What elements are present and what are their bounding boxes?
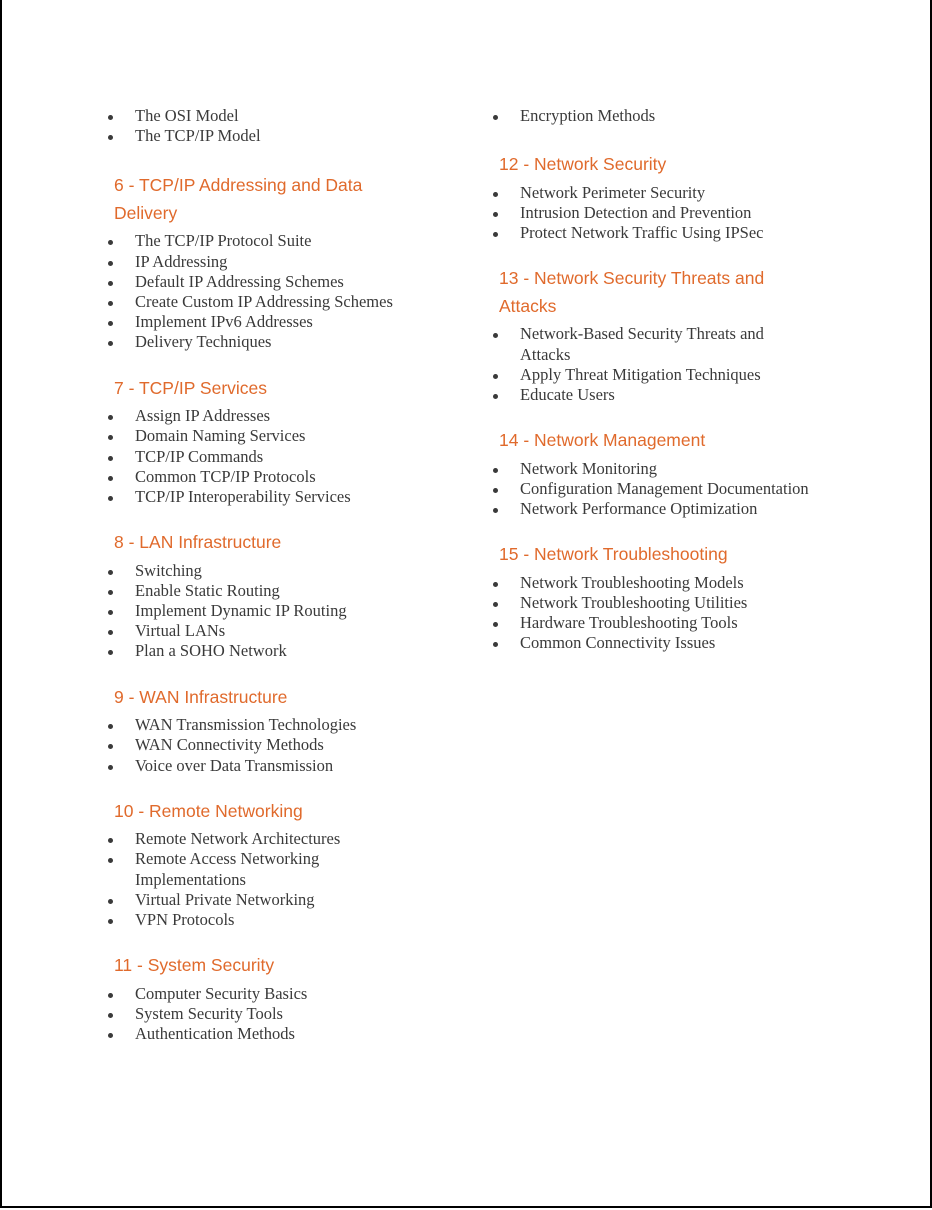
section-list bbox=[105, 231, 465, 352]
section-13 bbox=[490, 265, 910, 405]
list-item: Network Troubleshooting Models bbox=[490, 573, 910, 593]
section-8 bbox=[105, 529, 465, 662]
list-item: WAN Transmission Technologies bbox=[105, 715, 465, 735]
section-6 bbox=[105, 172, 465, 352]
list-item: Default IP Addressing Schemes bbox=[105, 272, 465, 292]
intro-list-left bbox=[105, 106, 465, 146]
section-11 bbox=[105, 952, 465, 1044]
section-list bbox=[490, 459, 910, 520]
list-item: Intrusion Detection and Prevention bbox=[490, 203, 910, 223]
list-item: Plan a SOHO Network bbox=[105, 641, 465, 661]
section-list bbox=[490, 573, 910, 654]
section-12 bbox=[490, 151, 910, 243]
list-item: Remote Access Networking Implementations bbox=[105, 849, 345, 889]
section-heading: 8 - LAN Infrastructure bbox=[114, 532, 282, 553]
list-item: TCP/IP Commands bbox=[105, 447, 465, 467]
section-list bbox=[105, 715, 465, 776]
list-item: Delivery Techniques bbox=[105, 332, 465, 352]
left-column bbox=[105, 106, 465, 1066]
section-list bbox=[490, 324, 910, 405]
section-list bbox=[105, 406, 465, 507]
section-heading: 14 - Network Management bbox=[499, 430, 706, 451]
section-list bbox=[105, 829, 465, 930]
list-item: Hardware Troubleshooting Tools bbox=[490, 613, 910, 633]
list-item: Virtual LANs bbox=[105, 621, 465, 641]
list-item: Virtual Private Networking bbox=[105, 890, 465, 910]
list-item: Switching bbox=[105, 561, 465, 581]
section-heading: 10 - Remote Networking bbox=[114, 800, 303, 821]
section-heading: 12 - Network Security bbox=[499, 154, 667, 175]
list-item: Common TCP/IP Protocols bbox=[105, 467, 465, 487]
list-item: Network Perimeter Security bbox=[490, 183, 910, 203]
list-item: IP Addressing bbox=[105, 252, 465, 272]
section-14 bbox=[490, 427, 910, 519]
section-10 bbox=[105, 798, 465, 931]
section-15 bbox=[490, 541, 910, 653]
intro-list-right bbox=[490, 106, 910, 126]
section-heading: 15 - Network Troubleshooting bbox=[499, 544, 728, 565]
list-item: TCP/IP Interoperability Services bbox=[105, 487, 465, 507]
list-item: Network Monitoring bbox=[490, 459, 910, 479]
list-item: WAN Connectivity Methods bbox=[105, 735, 465, 755]
list-item: Apply Threat Mitigation Techniques bbox=[490, 365, 910, 385]
list-item: Network Performance Optimization bbox=[490, 499, 910, 519]
list-item: The TCP/IP Model bbox=[105, 126, 465, 146]
list-item: Create Custom IP Addressing Schemes bbox=[105, 292, 465, 312]
list-item: Common Connectivity Issues bbox=[490, 633, 910, 653]
list-item: Implement IPv6 Addresses bbox=[105, 312, 465, 332]
list-item: VPN Protocols bbox=[105, 910, 465, 930]
list-item: System Security Tools bbox=[105, 1004, 465, 1024]
list-item: Assign IP Addresses bbox=[105, 406, 465, 426]
list-item: Encryption Methods bbox=[490, 106, 910, 126]
section-heading: 11 - System Security bbox=[114, 955, 275, 976]
section-list bbox=[105, 984, 465, 1045]
list-item: Network-Based Security Threats and Attacks bbox=[490, 324, 790, 364]
list-item: Configuration Management Documentation bbox=[490, 479, 910, 499]
list-item: Authentication Methods bbox=[105, 1024, 465, 1044]
list-item: Computer Security Basics bbox=[105, 984, 465, 1004]
list-item: Voice over Data Transmission bbox=[105, 756, 465, 776]
right-column bbox=[490, 106, 910, 676]
section-heading: 6 - TCP/IP Addressing and Data Delivery bbox=[114, 175, 363, 223]
list-item: Protect Network Traffic Using IPSec bbox=[490, 223, 910, 243]
list-item: Remote Network Architectures bbox=[105, 829, 465, 849]
list-item: Implement Dynamic IP Routing bbox=[105, 601, 465, 621]
list-item: Enable Static Routing bbox=[105, 581, 465, 601]
list-item: Educate Users bbox=[490, 385, 910, 405]
section-9 bbox=[105, 684, 465, 776]
section-heading: 13 - Network Security Threats and Attacks bbox=[499, 268, 765, 316]
section-heading: 9 - WAN Infrastructure bbox=[114, 686, 288, 707]
list-item: The OSI Model bbox=[105, 106, 465, 126]
list-item: The TCP/IP Protocol Suite bbox=[105, 231, 465, 251]
section-7 bbox=[105, 375, 465, 508]
section-heading: 7 - TCP/IP Services bbox=[114, 377, 268, 398]
section-list bbox=[490, 183, 910, 244]
section-list bbox=[105, 561, 465, 662]
list-item: Network Troubleshooting Utilities bbox=[490, 593, 910, 613]
list-item: Domain Naming Services bbox=[105, 426, 465, 446]
